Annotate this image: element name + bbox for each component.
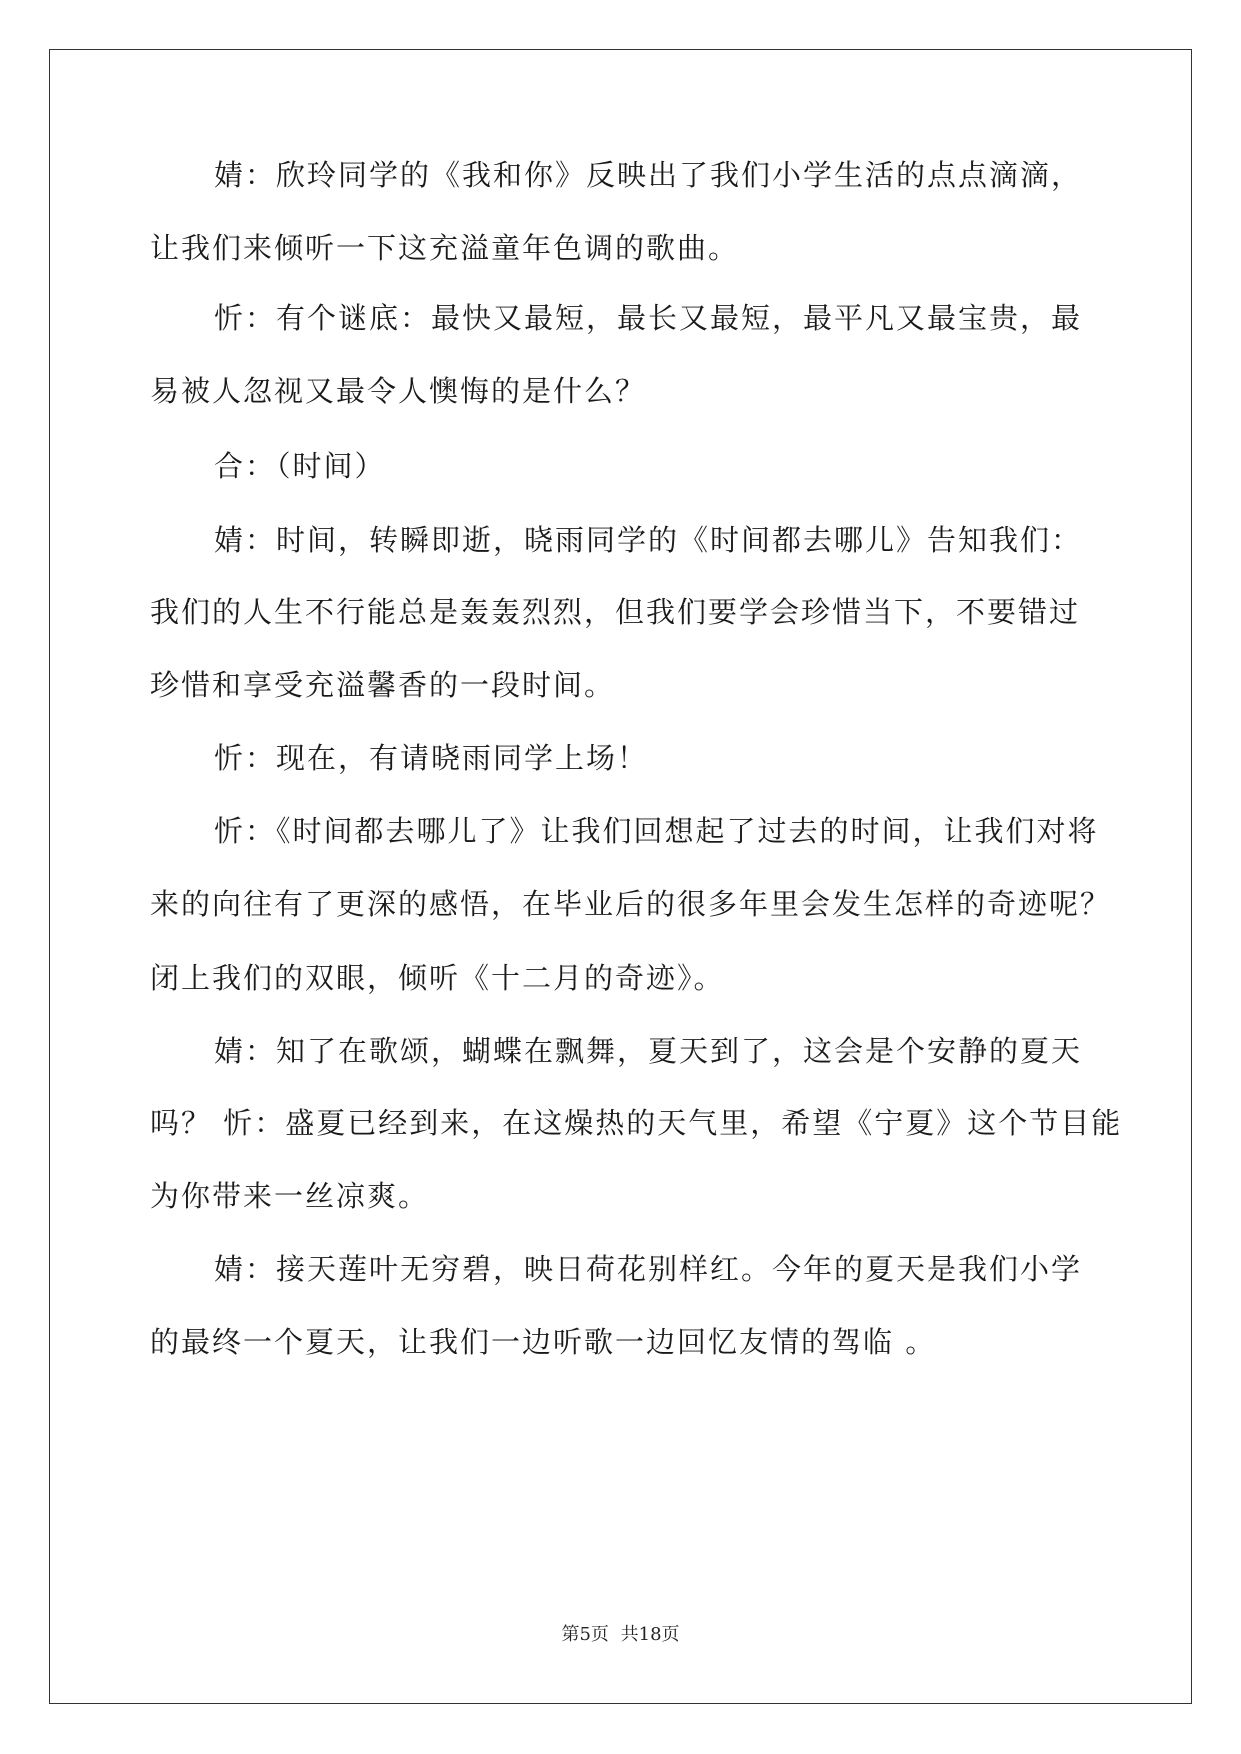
text-line: 易被人忽视又最令人懊悔的是什么？: [150, 374, 647, 408]
text-line: 闭上我们的双眼，倾听《十二月的奇迹》。: [150, 961, 725, 995]
text-line: 忻：有个谜底：最快又最短，最长又最短，最平凡又最宝贵，最: [214, 301, 1083, 335]
text-line: 婧：知了在歌颂，蝴蝶在飘舞，夏天到了，这会是个安静的夏天: [214, 1034, 1083, 1068]
text-line: 珍惜和享受充溢馨香的一段时间。: [150, 668, 616, 702]
page-total: 共18页: [620, 1624, 680, 1645]
text-line: 吗？ 忻：盛夏已经到来，在这燥热的天气里，希望《宁夏》这个节目能: [150, 1106, 1123, 1140]
text-line: 为你带来一丝凉爽。: [150, 1179, 430, 1213]
text-line: 婧：时间，转瞬即逝，晓雨同学的《时间都去哪儿》告知我们：: [214, 523, 1083, 557]
text-line: 忻：《时间都去哪儿了》让我们回想起了过去的时间，让我们对将: [214, 814, 1099, 848]
text-line: 婧：欣玲同学的《我和你》反映出了我们小学生活的点点滴滴，: [214, 158, 1083, 192]
text-line: 忻：现在，有请晓雨同学上场！: [214, 741, 649, 775]
text-line: 我们的人生不行能总是轰轰烈烈，但我们要学会珍惜当下，不要错过: [150, 595, 1081, 629]
text-line: 婧：接天莲叶无穷碧，映日荷花别样红。今年的夏天是我们小学: [214, 1252, 1083, 1286]
page-number: 第5页: [561, 1624, 609, 1645]
text-line: 的最终一个夏天，让我们一边听歌一边回忆友情的驾临 。: [150, 1325, 937, 1359]
text-line: 合：（时间）: [214, 449, 386, 483]
text-line: 来的向往有了更深的感悟，在毕业后的很多年里会发生怎样的奇迹呢？: [150, 887, 1112, 921]
page-footer: [0, 1620, 1241, 1646]
text-line: 让我们来倾听一下这充溢童年色调的歌曲。: [150, 231, 740, 265]
